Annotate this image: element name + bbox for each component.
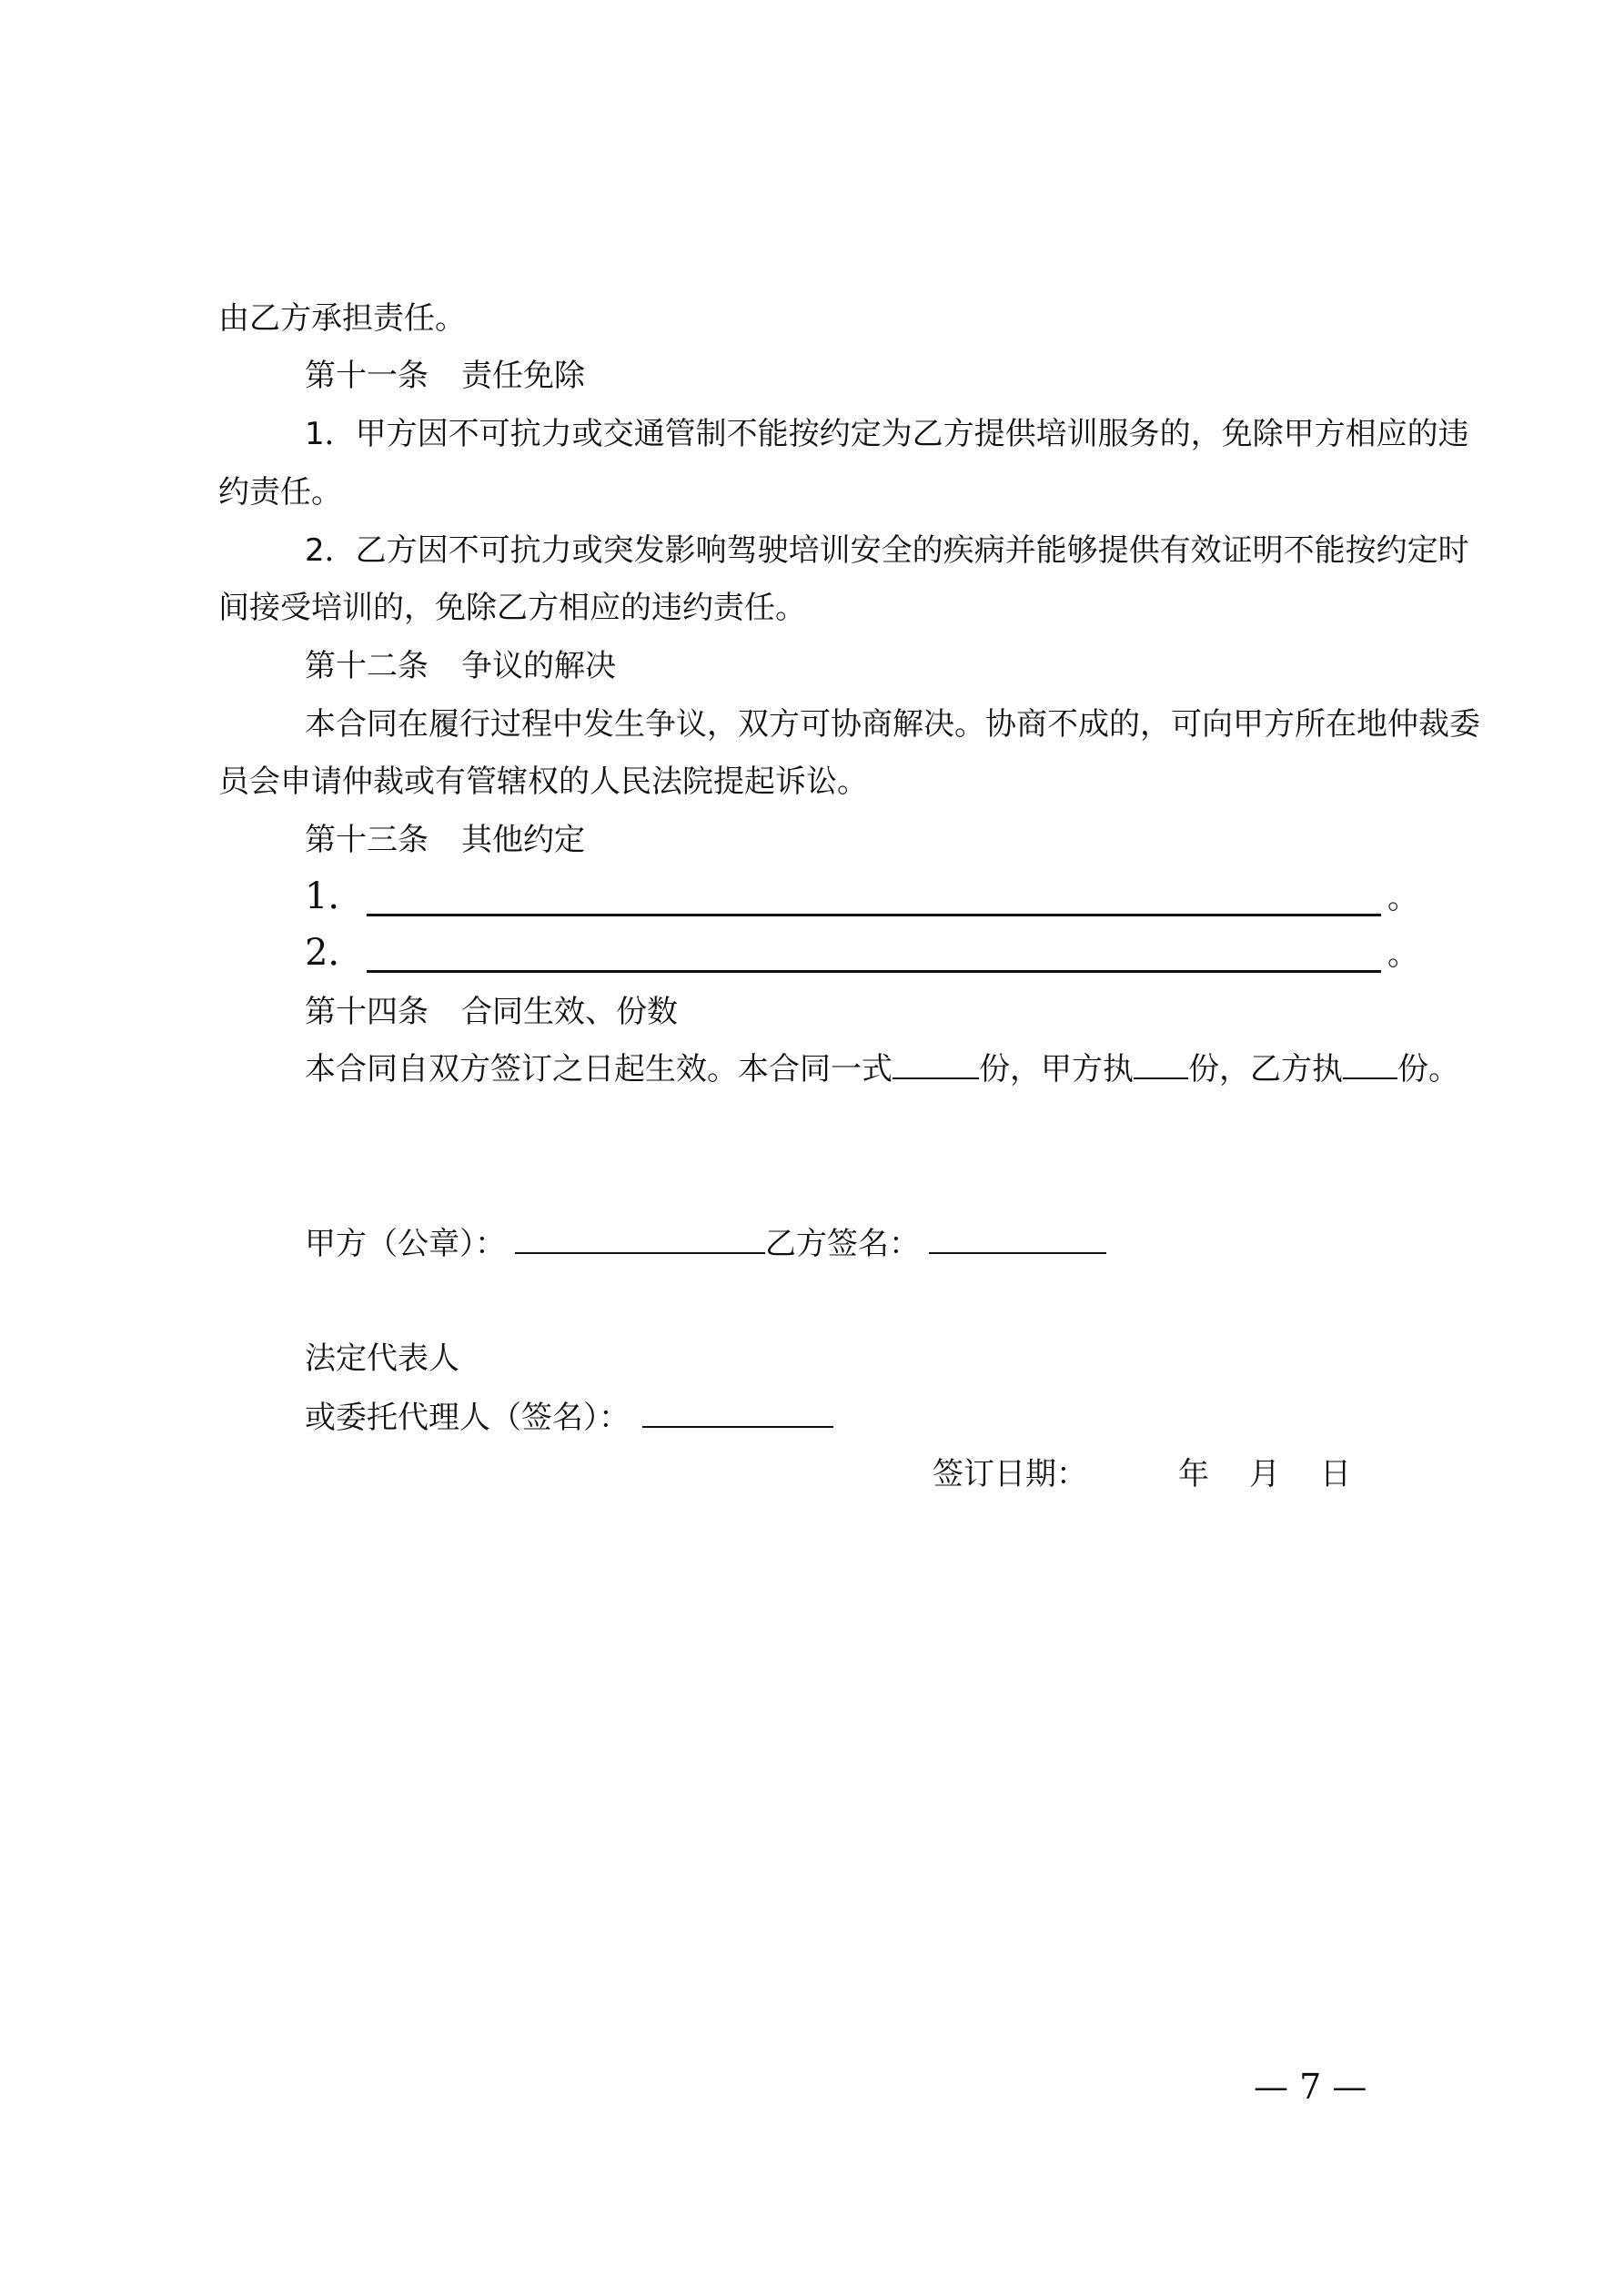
party-b-copies-blank[interactable] [1343, 1048, 1397, 1079]
date-year: 年 [1178, 1456, 1209, 1492]
party-a-copies-blank[interactable] [1134, 1048, 1188, 1079]
article-14-title: 合同生效、份数 [461, 994, 678, 1030]
agent-signature-blank[interactable] [642, 1397, 833, 1428]
article-12-title: 争议的解决 [461, 648, 616, 684]
party-b-signature-label: 乙方签名： [765, 1226, 920, 1262]
page-number: — 7 — [1254, 2067, 1367, 2107]
total-copies-blank[interactable] [893, 1048, 979, 1079]
blank-1-period: 。 [1387, 880, 1418, 916]
agent-signature-line [305, 1395, 833, 1441]
article-11-heading [305, 353, 585, 399]
article-11-item-2-line-1: 2．乙方因不可抗力或突发影响驾驶培训安全的疾病并能够提供有效证明不能按约定时 [305, 532, 1469, 569]
article-13-title: 其他约定 [461, 822, 585, 858]
blank-1-fill-line[interactable] [367, 914, 1381, 916]
article-14-text [305, 1047, 1459, 1092]
party-a-seal-blank[interactable] [515, 1223, 765, 1254]
article-13-number: 第十三条 [305, 822, 429, 858]
article-11-number: 第十一条 [305, 358, 429, 394]
continuation-text: 由乙方承担责任。 [218, 300, 466, 337]
article-11-item-2-line-2: 间接受培训的，免除乙方相应的违约责任。 [218, 590, 806, 626]
article-11-title: 责任免除 [461, 358, 585, 394]
signing-date-line [933, 1451, 1351, 1497]
article-12-heading [305, 643, 616, 689]
blank-2-period: 。 [1387, 936, 1418, 973]
agent-signature-label: 或委托代理人（签名）： [305, 1400, 630, 1436]
article-11-item-1-line-2: 约责任。 [218, 474, 342, 511]
party-b-signature-blank[interactable] [929, 1223, 1106, 1254]
article-11-item-1-line-1: 1．甲方因不可抗力或交通管制不能按约定为乙方提供培训服务的，免除甲方相应的违 [305, 416, 1469, 452]
article-12-text-line-1: 本合同在履行过程中发生争议，双方可协商解决。协商不成的，可向甲方所在地仲裁委 [305, 706, 1480, 743]
signing-date-label: 签订日期： [933, 1456, 1087, 1492]
blank-1-number: 1． [305, 875, 365, 917]
date-day: 日 [1320, 1456, 1351, 1492]
party-a-seal-label: 甲方（公章）： [305, 1226, 506, 1262]
article-14-number: 第十四条 [305, 994, 429, 1030]
date-month: 月 [1249, 1456, 1280, 1492]
blank-2-fill-line[interactable] [367, 970, 1381, 973]
blank-2-number: 2． [305, 932, 365, 974]
other-agreement-blank-1 [305, 874, 1433, 919]
signature-parties-line [305, 1221, 1106, 1267]
legal-representative-label: 法定代表人 [305, 1340, 459, 1377]
other-agreement-blank-2 [305, 930, 1433, 976]
article-14-text-part-2: 份，甲方执 [979, 1051, 1134, 1087]
article-12-number: 第十二条 [305, 648, 429, 684]
article-13-heading [305, 817, 585, 863]
article-14-heading [305, 989, 678, 1035]
article-14-text-part-3: 份，乙方执 [1188, 1051, 1343, 1087]
article-14-text-part-1: 本合同自双方签订之日起生效。本合同一式 [305, 1051, 893, 1087]
article-14-text-part-4: 份。 [1397, 1051, 1459, 1087]
article-12-text-line-2: 员会申请仲裁或有管辖权的人民法院提起诉讼。 [218, 764, 868, 800]
